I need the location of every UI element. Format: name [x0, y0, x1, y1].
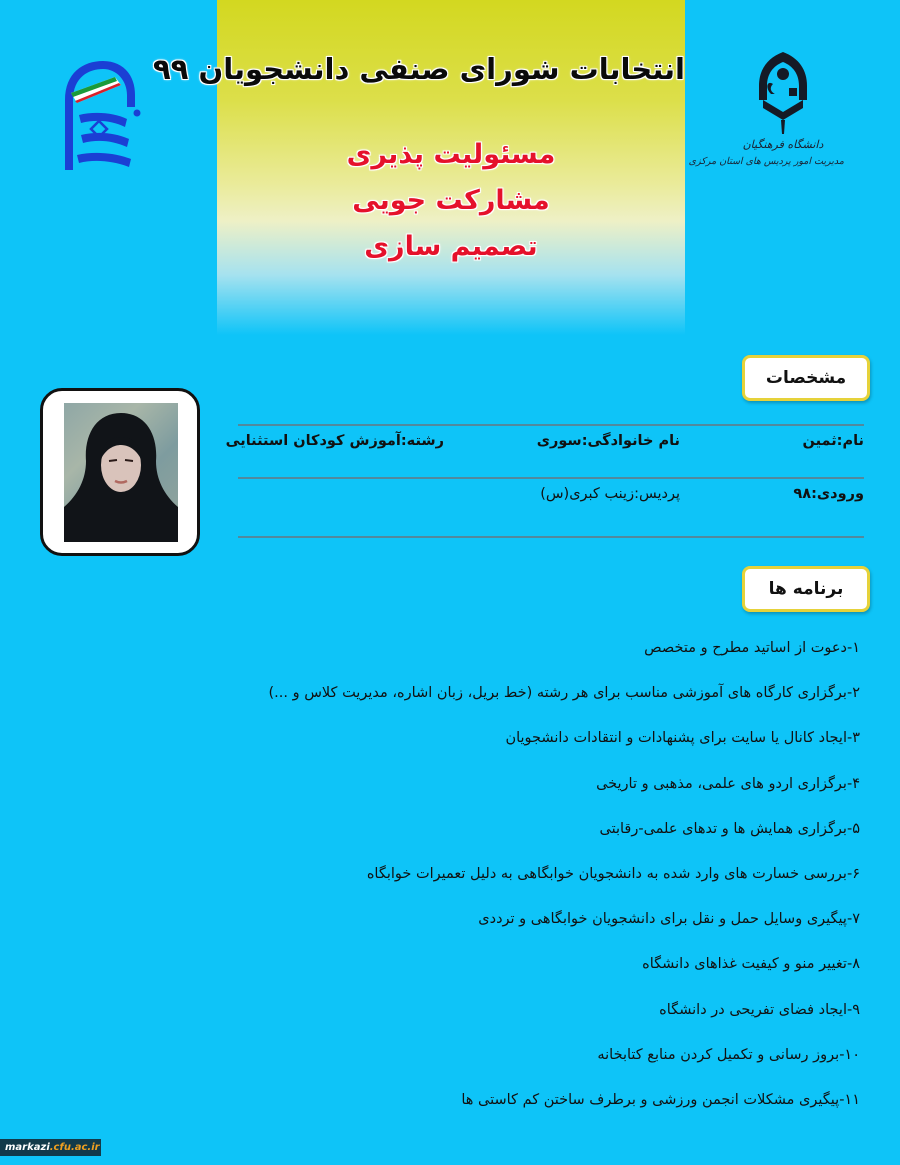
program-item: ۱۱-پیگیری مشکلات انجمن ورزشی و برطرف ساختن کم کاستی ها	[461, 1091, 860, 1108]
divider	[238, 424, 864, 426]
major-field: رشته:آموزش کودکان استثنایی	[225, 433, 444, 449]
last-name-field: نام خانوادگی:سوری	[536, 433, 680, 449]
campus-management-caption: مدیریت امور پردیس های استان مرکزی	[688, 156, 844, 167]
university-logo	[688, 50, 844, 190]
program-item: ۸-تغییر منو و کیفیت غذاهای دانشگاه	[642, 956, 860, 973]
programs-section-label: برنامه ها	[742, 566, 870, 612]
entry-year-field: ورودی:۹۸	[793, 486, 864, 502]
senfi-council-logo-icon	[55, 55, 145, 185]
candidate-portrait-icon	[64, 403, 178, 542]
program-item: ۱-دعوت از اساتید مطرح و متخصص	[644, 640, 860, 656]
site-name-part1: markazi	[5, 1142, 50, 1153]
site-watermark	[0, 1139, 101, 1156]
program-item: ۱۰-بروز رسانی و تکمیل کردن منابع کتابخانه	[597, 1046, 860, 1063]
program-item: ۹-ایجاد فضای تفریحی در دانشگاه	[659, 1001, 860, 1018]
candidate-photo-frame	[40, 388, 200, 556]
campus-field: پردیس:زینب کبری(س)	[540, 486, 680, 502]
slogan-list	[217, 132, 685, 270]
election-banner	[153, 0, 685, 335]
divider	[238, 536, 864, 538]
council-logo	[55, 55, 145, 185]
university-name: دانشگاه فرهنگیان	[742, 138, 824, 151]
candidate-photo	[64, 403, 178, 542]
divider	[238, 477, 864, 479]
program-item: ۵-برگزاری همایش ها و تدهای علمی-رقابتی	[599, 820, 860, 837]
first-name-field: نام:ثمین	[802, 433, 864, 449]
program-item: ۶-بررسی خسارت های وارد شده به دانشجویان خوابگاهی به دلیل تعمیرات خوابگاه	[366, 865, 860, 882]
program-item: ۲-برگزاری کارگاه های آموزشی مناسب برای هر رشته (خط بریل، زبان اشاره، مدیریت کلاس و ...)	[268, 685, 860, 702]
program-item: ۴-برگزاری اردو های علمی، مذهبی و تاریخی	[596, 775, 860, 792]
profile-section-label: مشخصات	[742, 355, 870, 401]
slogan: تصمیم سازی	[364, 231, 538, 262]
program-item: ۳-ایجاد کانال یا سایت برای پشنهادات و انتقادات دانشجویان	[505, 730, 860, 747]
program-item: ۷-پیگیری وسایل حمل و نقل برای دانشجویان خوابگاهی و ترددی	[478, 911, 860, 928]
farhangian-university-logo-icon	[753, 50, 813, 136]
site-name-part2: .cfu.ac.ir	[49, 1142, 100, 1153]
slogan: مشارکت جویی	[352, 185, 550, 216]
programs-list	[220, 636, 860, 1133]
slogan: مسئولیت پذیری	[346, 139, 556, 170]
banner-title: انتخابات شورای صنفی دانشجویان ۹۹	[153, 52, 685, 86]
